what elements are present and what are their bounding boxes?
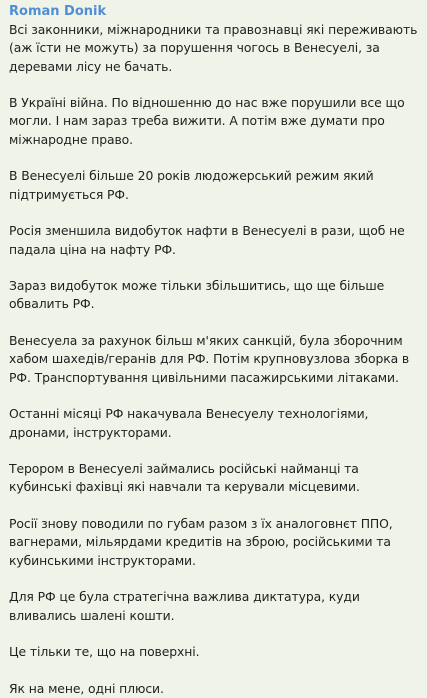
- sender-name[interactable]: Roman Donik: [9, 4, 107, 19]
- message-paragraph: Росія зменшила видобуток нафти в Венесуелі в рази, щоб не падала ціна на нафту РФ.: [9, 223, 405, 257]
- message-paragraph: Терором в Венесуелі займались російські найманці та кубинські фахівці які навчали та керували місцевими.: [9, 461, 360, 495]
- message-text: [9, 21, 419, 698]
- message-paragraph: В Венесуелі більше 20 років людожерський режим який підтримується РФ.: [9, 168, 374, 202]
- message-paragraph: Як на мене, одні плюси.: [9, 680, 164, 696]
- message-paragraph: Останні місяці РФ накачувала Венесуелу технологіями, дронами, інструкторами.: [9, 406, 369, 440]
- message-paragraph: Зараз видобуток може тільки збільшитись, що ще більше обвалить РФ.: [9, 278, 385, 312]
- message-paragraph: Це тільки те, що на поверхні.: [9, 644, 200, 660]
- message-paragraph: В Україні війна. По відношенню до нас вже порушили все що могли. І нам зараз треба вижити. А потім вже думати про міжнародне право.: [9, 95, 405, 147]
- message-paragraph: Венесуела за рахунок більш м'яких санкцій, була зборочним хабом шахедів/геранів для РФ. Потім крупновузлова зборка в РФ. Транспортування цивільними пасажирськими літаками.: [9, 333, 410, 385]
- message-paragraph: Росії знову поводили по губам разом з їх аналоговнєт ППО, вагнерами, мільярдами кредитів на зброю, російськими та кубинськими інструкторами.: [9, 516, 393, 568]
- message-paragraph: Всі законники, міжнародники та правознавці які переживають (аж їсти не можуть) за порушення чогось в Венесуелі, за деревами лісу не бачать.: [9, 22, 418, 74]
- message-paragraph: Для РФ це була стратегічна важлива диктатура, куди вливались шалені кошти.: [9, 589, 360, 623]
